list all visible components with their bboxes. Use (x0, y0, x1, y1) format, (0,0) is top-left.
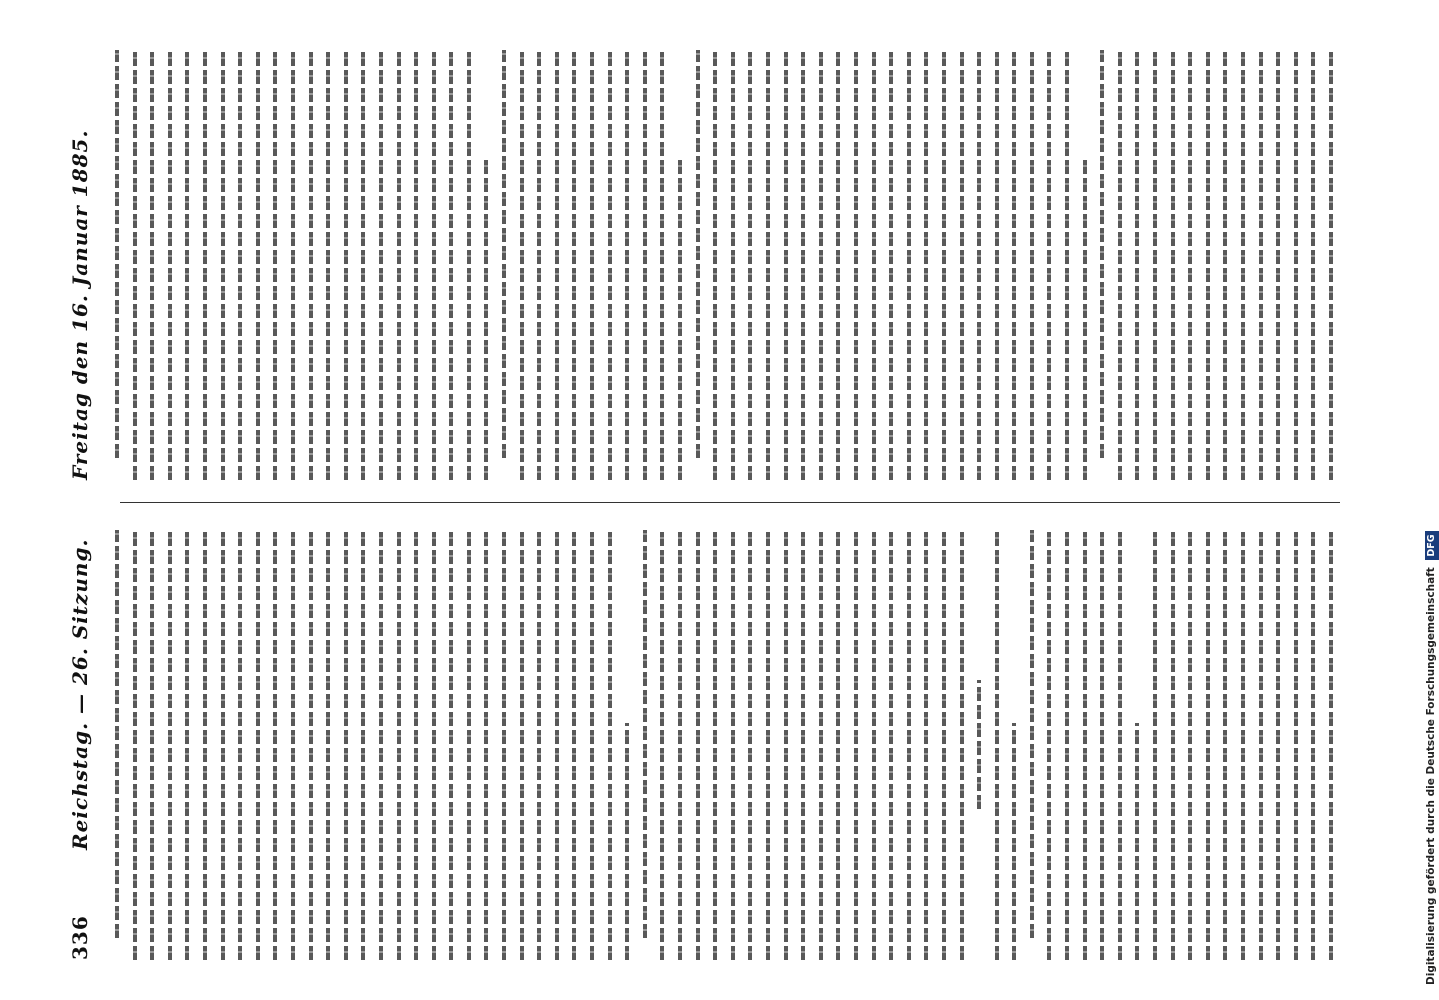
text-line (784, 530, 788, 960)
text-line (467, 50, 471, 480)
text-line (995, 530, 999, 960)
text-line (168, 50, 172, 480)
text-line (713, 530, 717, 960)
text-line (608, 50, 612, 480)
text-line (1100, 530, 1104, 960)
text-line (185, 50, 189, 480)
text-line (432, 530, 436, 960)
text-line (1188, 50, 1192, 480)
text-line (977, 50, 981, 480)
text-line (1012, 50, 1016, 480)
text-line (361, 530, 365, 960)
column-lines (115, 50, 1345, 480)
text-line (942, 50, 946, 480)
text-line (379, 530, 383, 960)
text-line (221, 50, 225, 480)
text-line (520, 530, 524, 960)
text-line (1188, 530, 1192, 960)
text-line (467, 530, 471, 960)
text-line (1118, 50, 1122, 480)
text-line (819, 50, 823, 480)
text-line (625, 724, 629, 961)
text-line (185, 530, 189, 960)
text-line (1294, 50, 1298, 480)
text-line (748, 530, 752, 960)
text-line (590, 530, 594, 960)
text-line (924, 530, 928, 960)
text-line (1223, 530, 1227, 960)
text-line (977, 681, 981, 810)
text-line (784, 50, 788, 480)
text-line (1012, 724, 1016, 961)
text-line (1259, 530, 1263, 960)
text-line (696, 50, 700, 458)
text-line (150, 530, 154, 960)
text-line (678, 158, 682, 481)
text-line (713, 50, 717, 480)
text-line (397, 50, 401, 480)
text-line (960, 50, 964, 480)
text-line (1030, 50, 1034, 480)
text-line (537, 530, 541, 960)
text-line (309, 530, 313, 960)
text-line (1153, 530, 1157, 960)
text-line (907, 530, 911, 960)
text-line (1311, 50, 1315, 480)
text-line (995, 50, 999, 480)
text-line (696, 530, 700, 960)
text-line (115, 530, 119, 938)
column-divider (120, 502, 1340, 503)
text-line (344, 50, 348, 480)
text-line (766, 530, 770, 960)
text-line (924, 50, 928, 480)
text-line (1047, 50, 1051, 480)
text-column-left (115, 530, 1345, 960)
text-line (960, 530, 964, 960)
text-line (238, 50, 242, 480)
text-line (660, 50, 664, 480)
text-line (731, 530, 735, 960)
text-line (836, 50, 840, 480)
text-line (397, 530, 401, 960)
text-line (273, 50, 277, 480)
text-line (133, 50, 137, 480)
date-header: Freitag den 16. Januar 1885. (68, 129, 92, 480)
text-line (801, 530, 805, 960)
document-page (60, 0, 1360, 1000)
text-line (203, 530, 207, 960)
text-line (1276, 50, 1280, 480)
text-line (889, 50, 893, 480)
text-line (1206, 530, 1210, 960)
session-header: Reichstag. — 26. Sitzung. (68, 538, 92, 850)
text-line (1259, 50, 1263, 480)
text-line (1171, 50, 1175, 480)
text-line (150, 50, 154, 480)
text-line (238, 530, 242, 960)
text-line (484, 158, 488, 481)
text-line (1241, 530, 1245, 960)
text-line (1153, 50, 1157, 480)
text-line (1294, 530, 1298, 960)
text-line (625, 50, 629, 480)
text-line (801, 50, 805, 480)
text-line (1065, 50, 1069, 480)
text-line (1223, 50, 1227, 480)
dfg-logo: DFG (1425, 531, 1439, 559)
text-line (256, 50, 260, 480)
text-line (643, 530, 647, 938)
text-line (572, 530, 576, 960)
text-line (572, 50, 576, 480)
text-line (1047, 530, 1051, 960)
text-line (643, 50, 647, 480)
text-line (836, 530, 840, 960)
text-line (907, 50, 911, 480)
text-line (590, 50, 594, 480)
text-line (326, 50, 330, 480)
text-line (660, 530, 664, 960)
text-line (1276, 530, 1280, 960)
text-line (1329, 530, 1333, 960)
text-line (1206, 50, 1210, 480)
text-line (1100, 50, 1104, 458)
text-line (361, 50, 365, 480)
text-line (731, 50, 735, 480)
digitization-credit (1410, 30, 1437, 985)
text-line (555, 530, 559, 960)
text-line (872, 50, 876, 480)
text-line (256, 530, 260, 960)
text-line (1135, 50, 1139, 480)
page-number: 336 (68, 915, 92, 960)
text-line (449, 530, 453, 960)
text-line (379, 50, 383, 480)
text-line (221, 530, 225, 960)
text-line (309, 50, 313, 480)
text-line (872, 530, 876, 960)
text-line (1171, 530, 1175, 960)
text-line (1241, 50, 1245, 480)
text-line (484, 530, 488, 960)
text-line (854, 530, 858, 960)
text-line (889, 530, 893, 960)
text-line (537, 50, 541, 480)
text-line (1083, 530, 1087, 960)
text-line (502, 530, 506, 960)
text-line (1118, 530, 1122, 960)
text-line (1311, 530, 1315, 960)
text-line (1083, 158, 1087, 481)
credit-text: Digitalisierung gefördert durch die Deutsche Forschungsgemeinschaft (1425, 567, 1437, 985)
text-line (766, 50, 770, 480)
text-line (133, 530, 137, 960)
text-line (854, 50, 858, 480)
text-line (1030, 530, 1034, 938)
text-line (432, 50, 436, 480)
text-line (1065, 530, 1069, 960)
text-line (414, 530, 418, 960)
text-line (203, 50, 207, 480)
column-lines (115, 530, 1345, 960)
text-column-right (115, 50, 1345, 480)
text-line (608, 530, 612, 960)
text-line (520, 50, 524, 480)
text-line (678, 530, 682, 960)
text-line (326, 530, 330, 960)
text-line (115, 50, 119, 458)
text-line (414, 50, 418, 480)
text-line (291, 50, 295, 480)
text-line (449, 50, 453, 480)
text-line (819, 530, 823, 960)
text-line (1135, 724, 1139, 961)
text-line (1329, 50, 1333, 480)
text-line (273, 530, 277, 960)
text-line (344, 530, 348, 960)
text-line (502, 50, 506, 458)
text-line (291, 530, 295, 960)
text-line (748, 50, 752, 480)
text-line (555, 50, 559, 480)
text-line (942, 530, 946, 960)
text-line (168, 530, 172, 960)
